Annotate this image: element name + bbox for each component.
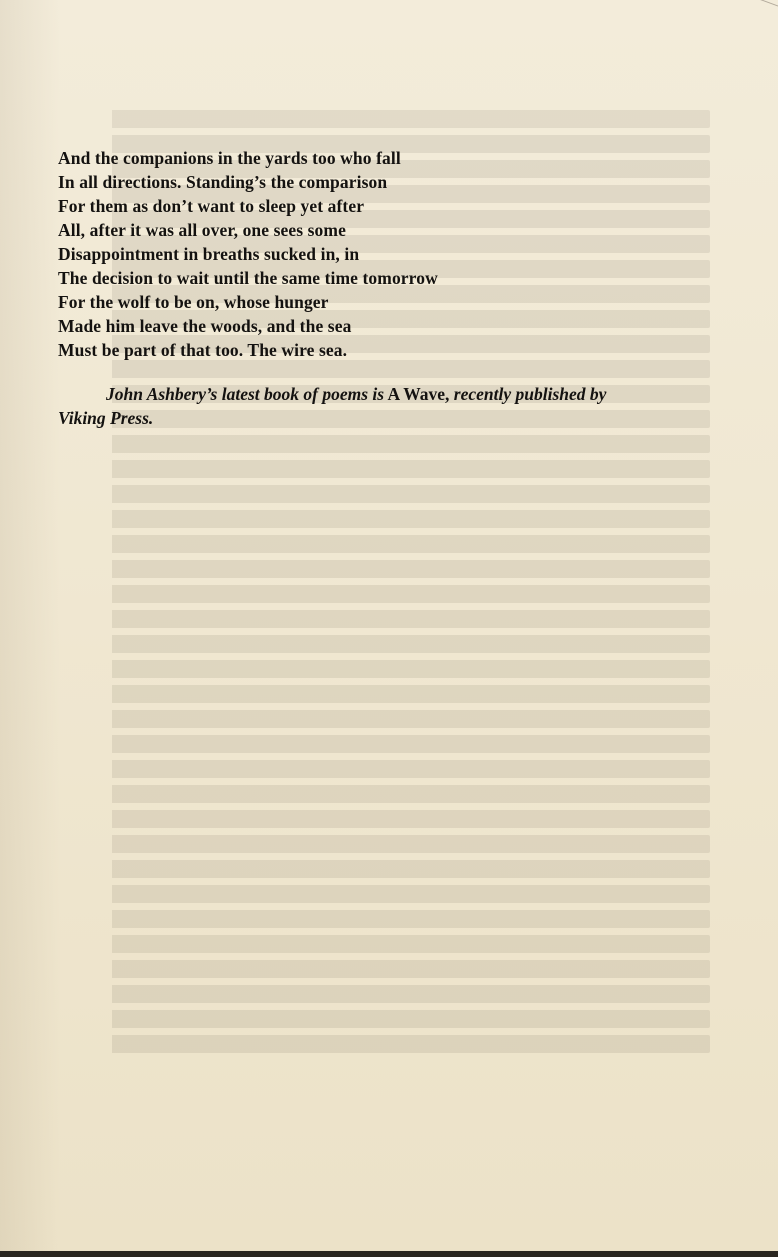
author-credit-note bbox=[58, 382, 708, 430]
poem-line: Disappointment in breaths sucked in, in bbox=[58, 244, 360, 264]
poem-line: For the wolf to be on, whose hunger bbox=[58, 292, 329, 312]
publisher-name: Viking Press. bbox=[58, 408, 154, 428]
poem-line: Made him leave the woods, and the sea bbox=[58, 316, 352, 336]
poem-stanza bbox=[58, 146, 708, 362]
credit-text: John Ashbery’s latest book of poems is bbox=[106, 384, 385, 404]
credit-text-continued: recently published by bbox=[453, 384, 607, 404]
poem-line: And the companions in the yards too who fall bbox=[58, 148, 401, 168]
book-title: A Wave, bbox=[387, 384, 450, 404]
page-bottom-edge bbox=[0, 1251, 778, 1257]
page-corner-fold bbox=[748, 0, 778, 20]
poem-line: For them as don’t want to sleep yet after bbox=[58, 196, 365, 216]
poem-line: Must be part of that too. The wire sea. bbox=[58, 340, 348, 360]
poem-line: All, after it was all over, one sees some bbox=[58, 220, 346, 240]
poem-line: The decision to wait until the same time tomorrow bbox=[58, 268, 438, 288]
poem-line: In all directions. Standing’s the comparison bbox=[58, 172, 388, 192]
